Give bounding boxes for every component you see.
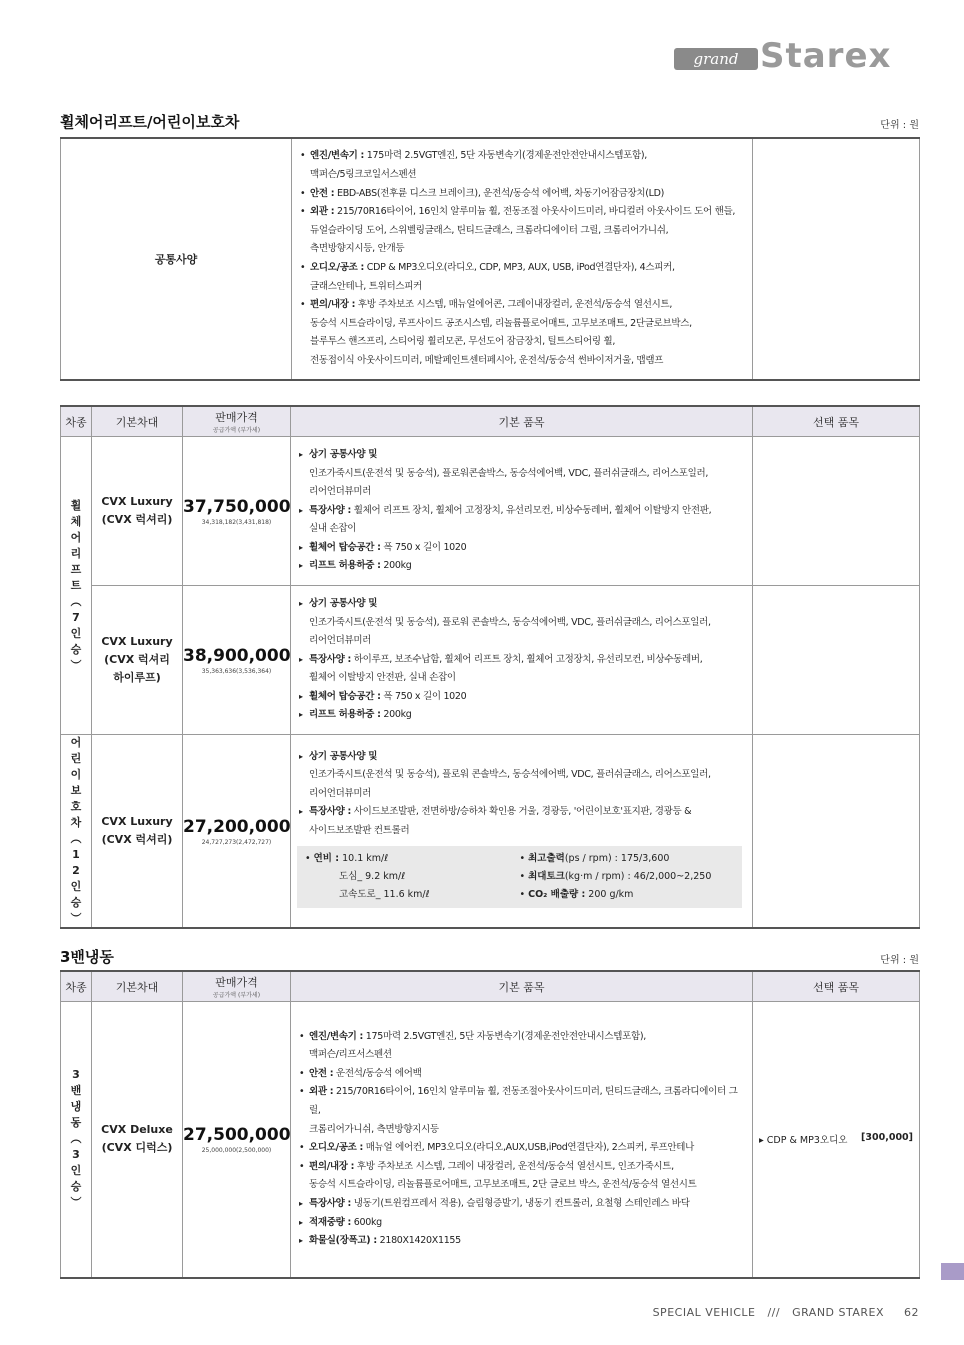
list-item: 리어언더뷰미러 [309,635,372,647]
unit-label: 단위 : 원 [880,955,919,966]
list-item: ▸ 특장사양 : 휠체어 리프트 장치, 휠체어 고정장치, 유선리모컨, 비상수동레버, 휠체어 이탈방지 안전판, [299,502,746,521]
header-options: 선택 품목 [753,406,920,437]
logo-grand: grand [674,48,758,70]
header-type: 차종 [61,406,92,437]
page-footer: SPECIAL VEHICLE /// GRAND STAREX 62 [652,1306,919,1319]
options-cell [753,735,920,929]
grand-starex-logo [674,36,919,80]
list-item: • 안전 : EBD-ABS(전후륜 디스크 브레이크), 운전석/동승석 에어백, 차동기어잠금장치(LD) [300,185,746,204]
price-cell: 37,750,000 34,318,182(3,431,818) [183,437,291,586]
group-label-child: 어 린 이 보 호 차 ︵ 1 2 인 승 ︶ [61,735,92,929]
list-item: 인조가죽시트(운전석 및 동승석), 플로워 콘솔박스, 동승석에어백, VDC, 플러쉬글래스, 리어스포일러, [309,616,711,628]
price-cell: 27,500,000 25,000,000(2,500,000) [183,1002,291,1278]
list-item: • 오디오/공조 : CDP & MP3오디오(라디오, CDP, MP3, AUX, USB, iPod연결단자), 4스피커, [300,259,746,278]
list-item: 측면방향지시등, 안개등 [310,243,405,255]
list-item: ▸ 화물실(장폭고) : 2180X1420X1155 [299,1232,746,1251]
list-item: 동승석 시트슬라이딩, 루프사이드 공조시스템, 리놀륨플로어매트, 고무보조매트, 2단글로브박스, [310,317,692,329]
list-item: ▸ 특장사양 : 냉동기(트윈컴프레서 적용), 슬림형증발기, 냉동기 컨트롤러, 요철형 스테인레스 바닥 [299,1195,746,1214]
list-item: 사이드보조발판 컨트롤러 [309,824,410,836]
list-item: ▸ 휠체어 탑승공간 : 폭 750 x 길이 1020 [299,688,746,707]
price-table-freezer [60,970,920,1279]
list-item: • 편의/내장 : 후방 주차보조 시스템, 매뉴얼에어콘, 그레이내장컬러, 운전석/동승석 열선시트, [300,296,746,315]
list-item: 전동접이식 아웃사이드미러, 메탈페인트센터페시아, 운전석/동승석 썬바이저거울, 맵램프 [310,354,664,366]
list-item: 듀얼슬라이딩 도어, 스위벨링글래스, 틴티드글래스, 크롬라디에이터 그릴, 크롬리어가니쉬, [310,224,669,236]
group-label-wheelchair: 휠 체 어 리 프 트 ︵ 7 인 승 ︶ [61,437,92,735]
logo-starex: Starex [760,36,892,76]
header-base: 기본차대 [92,971,183,1002]
list-item: 휠체어 이탈방지 안전판, 실내 손잡이 [309,672,456,684]
list-item: 리어언더뷰미러 [309,787,372,799]
header-type: 차종 [61,971,92,1002]
basic-items-cell [291,586,753,735]
options-cell [753,437,920,586]
price-table-wheelchair [60,405,920,929]
header-price: 판매가격 공급가액 (부가세) [183,971,291,1002]
list-item: ▸ 특장사양 : 하이루프, 보조수납함, 휠체어 리프트 장치, 휠체어 고정장치, 유선리모컨, 비상수동레버, [299,651,746,670]
section-title-freezer: 3밴냉동 [60,948,114,966]
list-item: • 편의/내장 : 후방 주차보조 시스템, 그레이 내장컬러, 운전석/동승석 열선시트, 인조가죽시트, [299,1158,746,1177]
list-item: • 엔진/변속기 : 175마력 2.5VGT엔진, 5단 자동변속기(경제운전안전안내시스템포함), [300,147,746,166]
list-item: ▸ 상기 공통사양 및 [299,446,746,465]
list-item: 실내 손잡이 [309,523,357,535]
list-item: 인조가죽시트(운전석 및 동승석), 플로워 콘솔박스, 동승석에어백, VDC, 플러쉬글래스, 리어스포일러, [309,769,711,781]
list-item: 인조가죽시트(운전석 및 동승석), 플로워콘솔박스, 동승석에어백, VDC, 플러쉬글래스, 리어스포일러, [309,467,709,479]
list-item: 맥퍼슨/리프서스펜션 [309,1049,392,1061]
basic-items-cell [291,735,753,929]
options-cell [753,1002,920,1278]
spec-box: • 연비 : 10.1 km/ℓ 도심_ 9.2 km/ℓ 고속도로_ 11.6 km/ℓ • 최고출력(ps / rpm) : 175/3,600 • 최대토크(kg·m / rpm) : 46/2,000~2,250 • CO₂ 배출량 : 200 g/km [297,846,742,908]
list-item: 맥퍼슨/5링크코일서스펜션 [310,169,417,181]
list-item: ▸ 상기 공통사양 및 [299,595,746,614]
header-options: 선택 품목 [753,971,920,1002]
list-item: • 오디오/공조 : 매뉴얼 에어컨, MP3오디오(라디오,AUX,USB,iPod연결단자), 2스피커, 루프안테나 [299,1139,746,1158]
list-item: ▸ 리프트 허용하중 : 200kg [299,706,746,725]
common-spec-label: 공통사양 [61,138,292,380]
list-item: • 외관 : 215/70R16타이어, 16인치 알루미늄 휠, 전동조절아웃사이드미러, 틴티드글래스, 크롬라디에이터 그릴, [299,1083,746,1120]
common-spec-empty [753,138,920,380]
basic-items-cell [291,437,753,586]
common-spec-table [60,137,920,381]
model-name: CVX Deluxe (CVX 디럭스) [92,1002,183,1278]
model-name: CVX Luxury (CVX 럭셔리) [92,735,183,929]
unit-label: 단위 : 원 [880,120,919,131]
list-item: 동승석 시트슬라이딩, 리놀륨플로어매트, 고무보조매트, 2단 글로브 박스, 운전석/동승석 열선시트 [309,1179,697,1191]
options-cell [753,586,920,735]
price-cell: 38,900,000 35,363,636(3,536,364) [183,586,291,735]
header-price: 판매가격 공급가액 (부가세) [183,406,291,437]
list-item: ▸ 휠체어 탑승공간 : 폭 750 x 길이 1020 [299,539,746,558]
header-basic-items: 기본 품목 [291,406,753,437]
common-spec-content [292,138,753,380]
list-item: ▸ 상기 공통사양 및 [299,748,746,767]
list-item: 글래스안테나, 트위터스피커 [310,280,422,292]
page-tab-marker [941,1263,964,1280]
header-base: 기본차대 [92,406,183,437]
list-item: • 안전 : 운전석/동승석 에어백 [299,1065,746,1084]
list-item: ▸ 리프트 허용하중 : 200kg [299,557,746,576]
model-name: CVX Luxury (CVX 럭셔리) [92,437,183,586]
header-basic-items: 기본 품목 [291,971,753,1002]
list-item: ▸ 특장사양 : 사이드보조발판, 전면하방/승하차 확인용 거울, 경광등, '어린이보호'표지판, 경광등 & [299,803,746,822]
basic-items-cell [291,1002,753,1278]
model-name: CVX Luxury (CVX 럭셔리 하이루프) [92,586,183,735]
list-item: 크롬리어가니쉬, 측면방향지시등 [309,1123,439,1135]
list-item: • 외관 : 215/70R16타이어, 16인치 알루미늄 휠, 전동조절 아웃사이드미러, 바디컬러 아웃사이드 도어 핸들, [300,203,746,222]
list-item: 리어언더뷰미러 [309,486,372,498]
list-item: ▸ 적재중량 : 600kg [299,1214,746,1233]
section-title-wheelchair: 휠체어리프트/어린이보호차 [60,113,240,131]
list-item: 블루투스 핸즈프리, 스티어링 휠리모콘, 무선도어 잠금장치, 틸트스티어링 휠, [310,336,616,348]
option-item: ▸ CDP & MP3오디오 [300,000] [759,1132,913,1147]
price-cell: 27,200,000 24,727,273(2,472,727) [183,735,291,929]
list-item: • 엔진/변속기 : 175마력 2.5VGT엔진, 5단 자동변속기(경제운전안전안내시스템포함), [299,1028,746,1047]
group-label-freezer: 3 밴 냉 동 ︵ 3 인 승 ︶ [61,1002,92,1278]
